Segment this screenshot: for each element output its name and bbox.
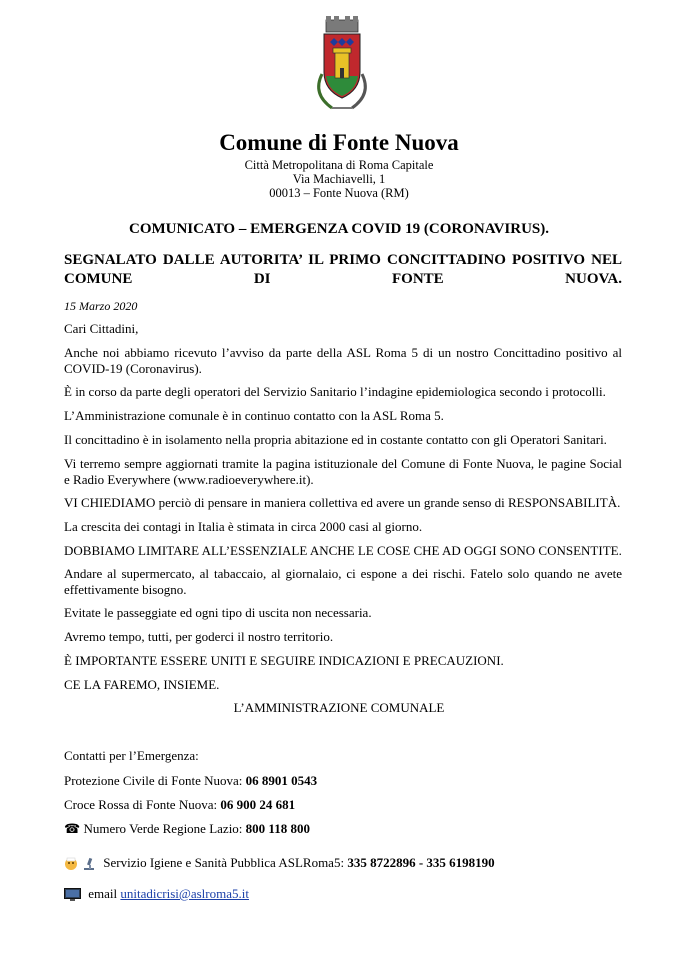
paragraph: Avremo tempo, tutti, per goderci il nostro territorio. (64, 629, 334, 644)
paragraph: Andare al supermercato, al tabaccaio, al giornalaio, ci espone a dei rischi. Fatelo solo quando ne avete effettivamente bisogno. (64, 566, 622, 597)
contact-label: email (88, 886, 118, 901)
paragraph-greeting: Cari Cittadini, (64, 321, 139, 336)
paragraph: L’Amministrazione comunale è in continuo contatto con la ASL Roma 5. (64, 408, 444, 423)
contact-label: Croce Rossa di Fonte Nuova: (64, 797, 218, 812)
paragraph: Anche noi abbiamo ricevuto l’avviso da parte della ASL Roma 5 di un nostro Concittadino positivo al COVID-19 (Coronavirus). (64, 345, 622, 376)
contact-label: Protezione Civile di Fonte Nuova: (64, 773, 243, 788)
health-worker-icon (64, 857, 78, 871)
communique-subheading: SEGNALATO DALLE AUTORITA’ IL PRIMO CONCITTADINO POSITIVO NEL COMUNE DI FONTE NUOVA. (64, 252, 622, 287)
contact-phone: 800 118 800 (245, 821, 310, 836)
contact-asl (64, 855, 495, 871)
paragraph: Il concittadino è in isolamento nella propria abitazione ed in costante contatto con gli Operatori Sanitari. (64, 432, 607, 447)
contact-numero-verde (64, 821, 310, 837)
contact-croce-rossa (64, 797, 295, 813)
contacts-title: Contatti per l’Emergenza: (64, 748, 199, 763)
contact-email (64, 886, 249, 902)
paragraph: DOBBIAMO LIMITARE ALL’ESSENZIALE ANCHE LE COSE CHE AD OGGI SONO CONSENTITE. (64, 543, 622, 558)
coat-of-arms-logo (302, 14, 382, 114)
contact-protezione-civile (64, 773, 317, 789)
microscope-icon (82, 857, 96, 871)
contact-phone: 335 8722896 - 335 6198190 (347, 855, 495, 870)
paragraph: È in corso da parte degli operatori del Servizio Sanitario l’indagine epidemiologica secondo i protocolli. (64, 384, 606, 399)
paragraph: CE LA FAREMO, INSIEME. (64, 677, 220, 692)
contact-label: Numero Verde Regione Lazio: (83, 821, 243, 836)
paragraph: Vi terremo sempre aggiornati tramite la pagina istituzionale del Comune di Fonte Nuova, le pagine Social e Radio Everywhere (www.radioeverywhere.it). (64, 456, 622, 487)
page-title: Comune di Fonte Nuova (219, 130, 459, 155)
communique-date: 15 Marzo 2020 (64, 299, 138, 313)
contact-phone: 06 8901 0543 (245, 773, 318, 788)
paragraph: È IMPORTANTE ESSERE UNITI E SEGUIRE INDICAZIONI E PRECAUZIONI. (64, 653, 504, 668)
email-link[interactable]: unitadicrisi@aslroma5.it (120, 886, 249, 901)
paragraph: VI CHIEDIAMO perciò di pensare in maniera collettiva ed avere un grande senso di RESPONSABILITÀ. (64, 495, 621, 510)
header-address: Via Machiavelli, 1 (292, 172, 386, 186)
telephone-icon: ☎ (64, 821, 81, 836)
contact-phone: 06 900 24 681 (220, 797, 296, 812)
contact-label: Servizio Igiene e Sanità Pubblica ASLRoma5: (103, 855, 345, 870)
header-subtitle: Città Metropolitana di Roma Capitale (244, 158, 434, 172)
communique-heading: COMUNICATO – EMERGENZA COVID 19 (CORONAVIRUS). (128, 221, 550, 237)
signature: L’AMMINISTRAZIONE COMUNALE (233, 700, 445, 715)
paragraph: Evitate le passeggiate ed ogni tipo di uscita non necessaria. (64, 605, 372, 620)
header-postal: 00013 – Fonte Nuova (RM) (269, 186, 409, 200)
paragraph: La crescita dei contagi in Italia è stimata in circa 2000 casi al giorno. (64, 519, 423, 534)
computer-icon (64, 888, 81, 902)
